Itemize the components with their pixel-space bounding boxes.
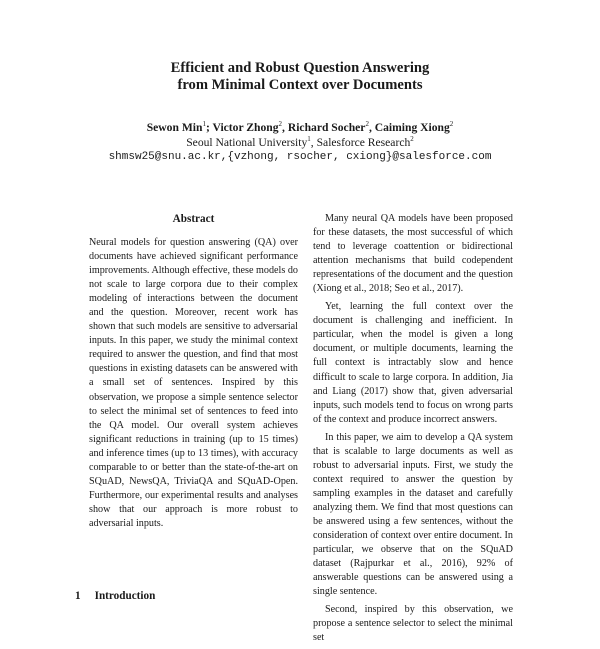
affiliation-mark: 1 bbox=[307, 135, 311, 144]
abstract-body: Neural models for question answering (QA) over documents have achieved significant performance improvements. Although effective, these models do not scale to large corpora due to their complex modeling of interactions between the document and the question. Moreover, recent work has shown that such models are sensitive to adversarial inputs. In this paper, we study the minimal context required to answer the question, and find that most questions in existing datasets can be answered with a small set of sentences. Inspired by this observation, we propose a simple sentence selector to select the minimal set of sentences to feed into the QA model. Our overall system achieves significant reductions in training (up to 15 times) and inference times (up to 13 times), with accuracy comparable to or better than the state-of-the-art on SQuAD, NewsQA, TriviaQA and SQuAD-Open. Furthermore, our experimental results and analyses show that our approach is more robust to adversarial inputs. bbox=[89, 237, 298, 529]
author-name: Richard Socher bbox=[287, 121, 366, 134]
affiliation-mark: 2 bbox=[410, 135, 414, 144]
author-separator: ; bbox=[205, 121, 213, 134]
abstract-heading: Abstract bbox=[172, 213, 215, 225]
affiliation: Seoul National University bbox=[186, 136, 308, 149]
body-paragraph: Second, inspired by this observation, we propose a sentence selector to select the minimal set bbox=[313, 604, 513, 644]
paper-title-line-1: Efficient and Robust Question Answering bbox=[170, 60, 430, 76]
paper-title bbox=[0, 60, 600, 94]
author-affiliation-mark: 1 bbox=[202, 120, 206, 129]
author-affiliation-mark: 2 bbox=[449, 120, 454, 129]
author-affiliation-mark: 2 bbox=[365, 120, 369, 129]
section-heading-introduction bbox=[75, 589, 155, 603]
author-block bbox=[0, 120, 600, 165]
affiliations: Seoul National University$^1$, Salesforce Research$^2$ bbox=[186, 135, 414, 149]
body-paragraph: Many neural QA models have been proposed for these datasets, the most successful of which tend to leverage coattention or bidirectional attention mechanisms that build codependent representations of the document and the question (Xiong et al., 2018; Seo et al., 2017). bbox=[313, 213, 513, 295]
author-name: Caiming Xiong bbox=[374, 121, 450, 134]
author-names: Sewon Min$^1$; Victor Zhong$^2$, Richard Socher$^2$, Caiming Xiong$^2$ bbox=[146, 120, 454, 134]
affiliation: Salesforce Research bbox=[316, 136, 411, 149]
section-title: Introduction bbox=[94, 590, 156, 602]
author-affiliation-mark: 2 bbox=[278, 120, 283, 129]
author-name: Sewon Min bbox=[146, 121, 203, 134]
author-name: Victor Zhong bbox=[212, 121, 279, 134]
paper-title-line-2: from Minimal Context over Documents bbox=[177, 77, 423, 93]
right-column bbox=[313, 212, 513, 649]
body-paragraph: Yet, learning the full context over the document is challenging and inefficient. In particular, when the model is given a long document, or multiple documents, learning the full context is intractably slow and hence difficult to scale to large corpora. In addition, Jia and Liang (2017) show that, given adversarial inputs, such models tend to focus on wrong parts of the context and produce incorrect answers. bbox=[313, 301, 513, 425]
author-emails: shmsw25@snu.ac.kr,{vzhong, rsocher, cxiong}@salesforce.com bbox=[108, 151, 492, 163]
body-paragraph: In this paper, we aim to develop a QA system that is scalable to large documents as well as robust to adversarial inputs. First, we study the context required to answer the question by sampling examples in the dataset and carefully analyzing them. We find that most questions can be answered using a few sentences, without the consideration of context over entire document. In particular, we observe that on the SQuAD dataset (Rajpurkar et al., 2016), 92% of answerable questions can be answered using a single sentence. bbox=[313, 431, 513, 598]
left-column bbox=[89, 212, 298, 531]
section-number: 1 bbox=[75, 590, 81, 602]
